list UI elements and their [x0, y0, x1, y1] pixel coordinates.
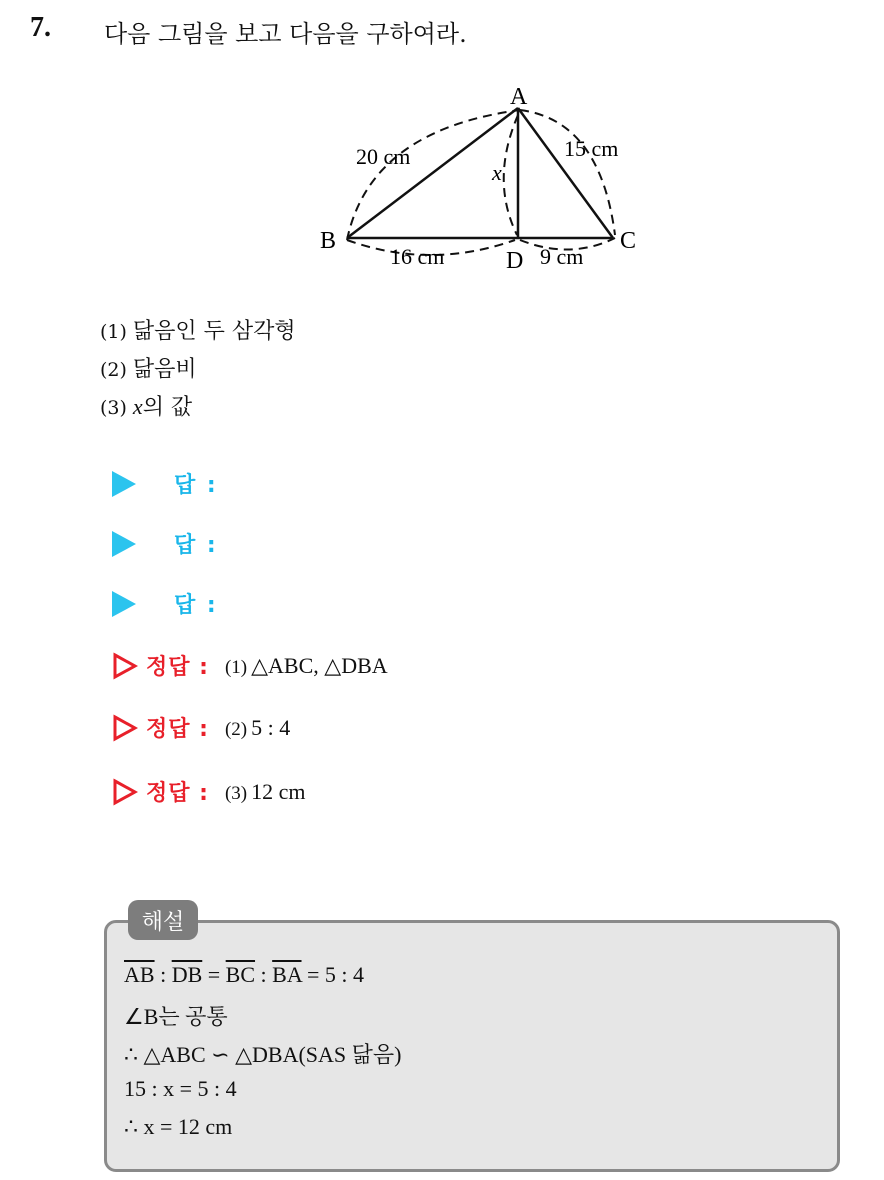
label-dc: 9 cm — [540, 244, 584, 269]
play-arrow-icon — [112, 531, 136, 557]
solution-label: 정답 : — [146, 655, 209, 680]
sub-question-1 — [100, 314, 296, 345]
segment-bc-text: $\overline{BC}$ — [225, 962, 256, 987]
sub-question-var: x — [132, 394, 143, 419]
solution-text — [225, 715, 290, 741]
solution-number: (1) — [224, 656, 248, 678]
question-number: 7. — [30, 12, 51, 43]
answer-blank-1[interactable] — [112, 468, 218, 499]
answer-blank-2[interactable] — [112, 528, 218, 559]
segment-ba-text: $\overline{BA}$ — [272, 962, 302, 987]
sub-question-2 — [100, 352, 197, 383]
ratio-sep: : — [255, 962, 273, 987]
solution-label: 정답 : — [146, 717, 209, 742]
sub-question-number: (3) — [100, 397, 127, 419]
arc-ad — [504, 115, 518, 235]
solution-value: 12 cm — [251, 778, 306, 804]
sub-question-text: 의 값 — [142, 395, 193, 420]
triangle-figure — [310, 80, 650, 280]
outline-arrow-icon — [112, 714, 138, 742]
label-ab: 20 cm — [356, 144, 411, 169]
explanation-tag: 해설 — [128, 900, 198, 940]
solution-text — [225, 779, 306, 805]
answer-label: 답 : — [174, 473, 218, 498]
solution-value: 5 : 4 — [251, 714, 291, 740]
solution-text — [225, 653, 388, 679]
label-bd: 16 cm — [390, 244, 445, 269]
point-label-d: D — [506, 248, 524, 274]
explanation-line-1 — [124, 962, 364, 988]
outline-arrow-icon — [112, 652, 138, 680]
solution-row-2 — [112, 712, 290, 743]
ratio-sep: : — [154, 962, 172, 987]
segment-ab-text: $\overline{AB}$ — [124, 962, 155, 987]
solution-label: 정답 : — [146, 781, 209, 806]
label-ad: x — [492, 160, 502, 185]
solution-number: (3) — [224, 782, 248, 804]
answer-blank-3[interactable] — [112, 588, 218, 619]
ratio-value: = 5 : 4 — [301, 962, 365, 987]
outline-arrow-icon — [112, 778, 138, 806]
point-label-c: C — [620, 228, 637, 254]
sub-question-number: (1) — [100, 321, 127, 343]
explanation-line-5: ∴ x = 12 cm — [124, 1114, 233, 1139]
sub-question-3 — [100, 390, 192, 421]
point-label-b: B — [320, 228, 337, 254]
answer-label: 답 : — [174, 593, 218, 618]
segment-db-text: $\overline{DB}$ — [171, 962, 203, 987]
equals-sign: = — [202, 962, 226, 987]
play-arrow-icon — [112, 591, 136, 617]
explanation-line-2: ∠B는 공통 — [124, 1004, 228, 1029]
play-arrow-icon — [112, 471, 136, 497]
answer-label: 답 : — [174, 533, 218, 558]
label-ac: 15 cm — [564, 136, 619, 161]
point-label-a: A — [510, 84, 528, 110]
explanation-line-3: ∴ △ABC ∽ △DBA(SAS 닮음) — [124, 1042, 402, 1067]
solution-row-1 — [112, 650, 388, 681]
explanation-line-4: 15 : x = 5 : 4 — [124, 1076, 237, 1101]
solution-row-3 — [112, 776, 306, 807]
sub-question-text: 닮음비 — [132, 357, 197, 382]
sub-question-number: (2) — [100, 359, 127, 381]
solution-value: △ABC, △DBA — [251, 652, 388, 678]
sub-question-text: 닮음인 두 삼각형 — [132, 319, 296, 344]
question-text: 다음 그림을 보고 다음을 구하여라. — [104, 20, 467, 48]
solution-number: (2) — [224, 718, 248, 740]
